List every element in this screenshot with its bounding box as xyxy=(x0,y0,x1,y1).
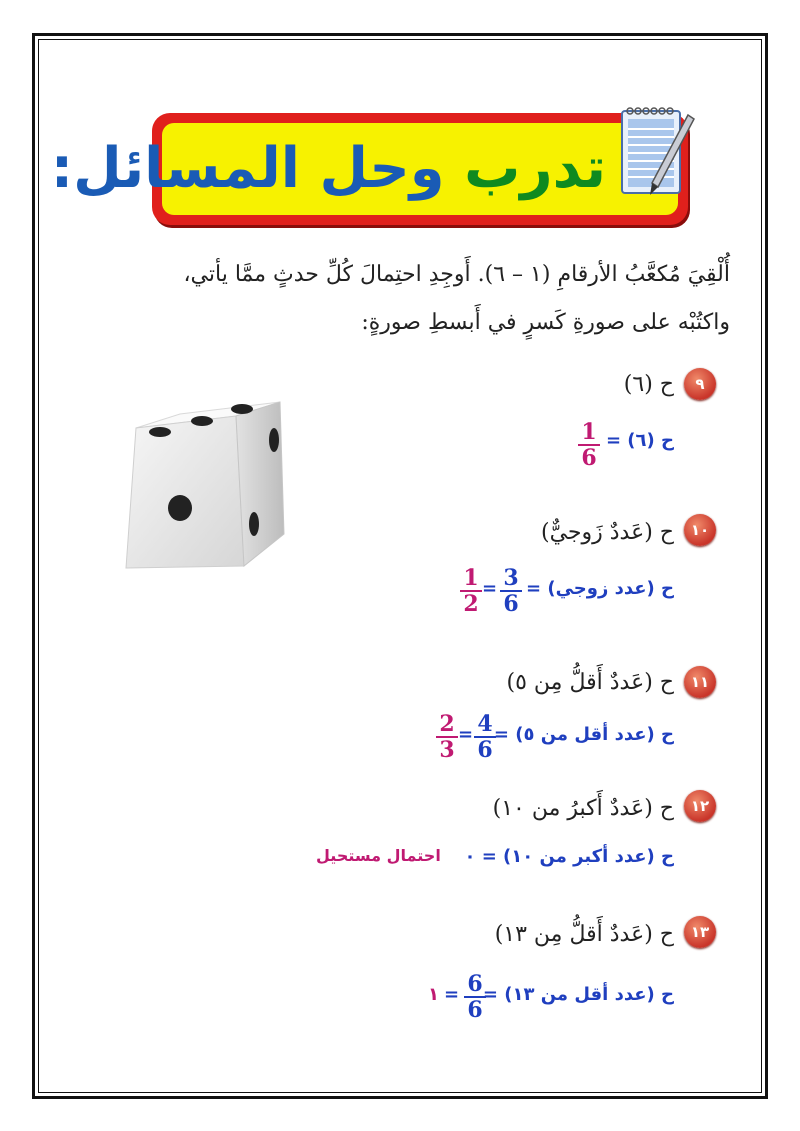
problem-9-question: ح (٦) xyxy=(623,372,674,397)
equals-sign: = xyxy=(458,724,474,745)
problem-10-answer-label: ح (عدد زوجي) = xyxy=(526,578,674,599)
equals-sign: = xyxy=(482,578,498,599)
problem-11-answer-label: ح (عدد أقل من ٥) = xyxy=(493,724,674,745)
fraction-numerator: 1 xyxy=(578,420,600,446)
fraction-numerator: 6 xyxy=(464,972,486,998)
instructions-line1: أُلْقِيَ مُكعَّبُ الأرقامِ (١ – ٦). أَوجِدِ احتِمالَ كُلِّ حدثٍ ممَّا يأتي، xyxy=(183,262,730,287)
page-title-word1: تدرب xyxy=(464,136,606,201)
problem-12-question: ح (عَددٌ أَكبرُ من ١٠) xyxy=(492,796,674,821)
problem-10-fraction-1 xyxy=(500,566,522,616)
fraction-numerator: 2 xyxy=(436,712,458,738)
title-banner xyxy=(50,113,688,225)
problem-12-answer-label: ح (عدد أكبر من ١٠) = ٠ xyxy=(464,846,674,867)
notepad-pencil-icon xyxy=(618,101,696,199)
number-badge-icon: ٩ xyxy=(684,368,716,400)
problem-11-fraction-1 xyxy=(474,712,496,762)
fraction-denominator: 6 xyxy=(581,445,597,471)
number-badge-icon: ١٣ xyxy=(684,916,716,948)
fraction-denominator: 3 xyxy=(439,737,455,763)
dice-image xyxy=(118,400,288,572)
problem-13-fraction xyxy=(464,972,486,1022)
page-title xyxy=(50,125,606,213)
number-badge-icon: ١٠ xyxy=(684,514,716,546)
problem-10-question: ح (عَددٌ زَوجيٌّ) xyxy=(540,520,674,545)
problem-10-fraction-2 xyxy=(460,566,482,616)
impossible-event-note: احتمال مستحيل xyxy=(316,846,441,865)
equals-sign: = xyxy=(444,984,460,1005)
problem-13-answer-label: ح (عدد أقل من ١٣) = xyxy=(482,984,674,1005)
fraction-denominator: 6 xyxy=(477,737,493,763)
problem-9-answer-label: ح (٦) = xyxy=(605,430,674,451)
fraction-numerator: 1 xyxy=(460,566,482,592)
number-badge-icon: ١١ xyxy=(684,666,716,698)
problem-11-question: ح (عَددٌ أَقلُّ مِن ٥) xyxy=(506,670,674,695)
problem-13-question: ح (عَددٌ أَقلُّ مِن ١٣) xyxy=(494,922,674,947)
fraction-denominator: 2 xyxy=(463,591,479,617)
problem-13-result: ١ xyxy=(428,984,439,1005)
problem-9-fraction xyxy=(578,420,600,470)
fraction-numerator: 4 xyxy=(474,712,496,738)
page-title-rest: وحل المسائل: xyxy=(50,136,445,201)
fraction-numerator: 3 xyxy=(500,566,522,592)
fraction-denominator: 6 xyxy=(503,591,519,617)
fraction-denominator: 6 xyxy=(467,997,483,1023)
problem-11-fraction-2 xyxy=(436,712,458,762)
number-badge-icon: ١٢ xyxy=(684,790,716,822)
instructions-line2: واكتُبْه على صورةِ كَسرٍ في أَبسطِ صورةٍ: xyxy=(361,310,730,335)
